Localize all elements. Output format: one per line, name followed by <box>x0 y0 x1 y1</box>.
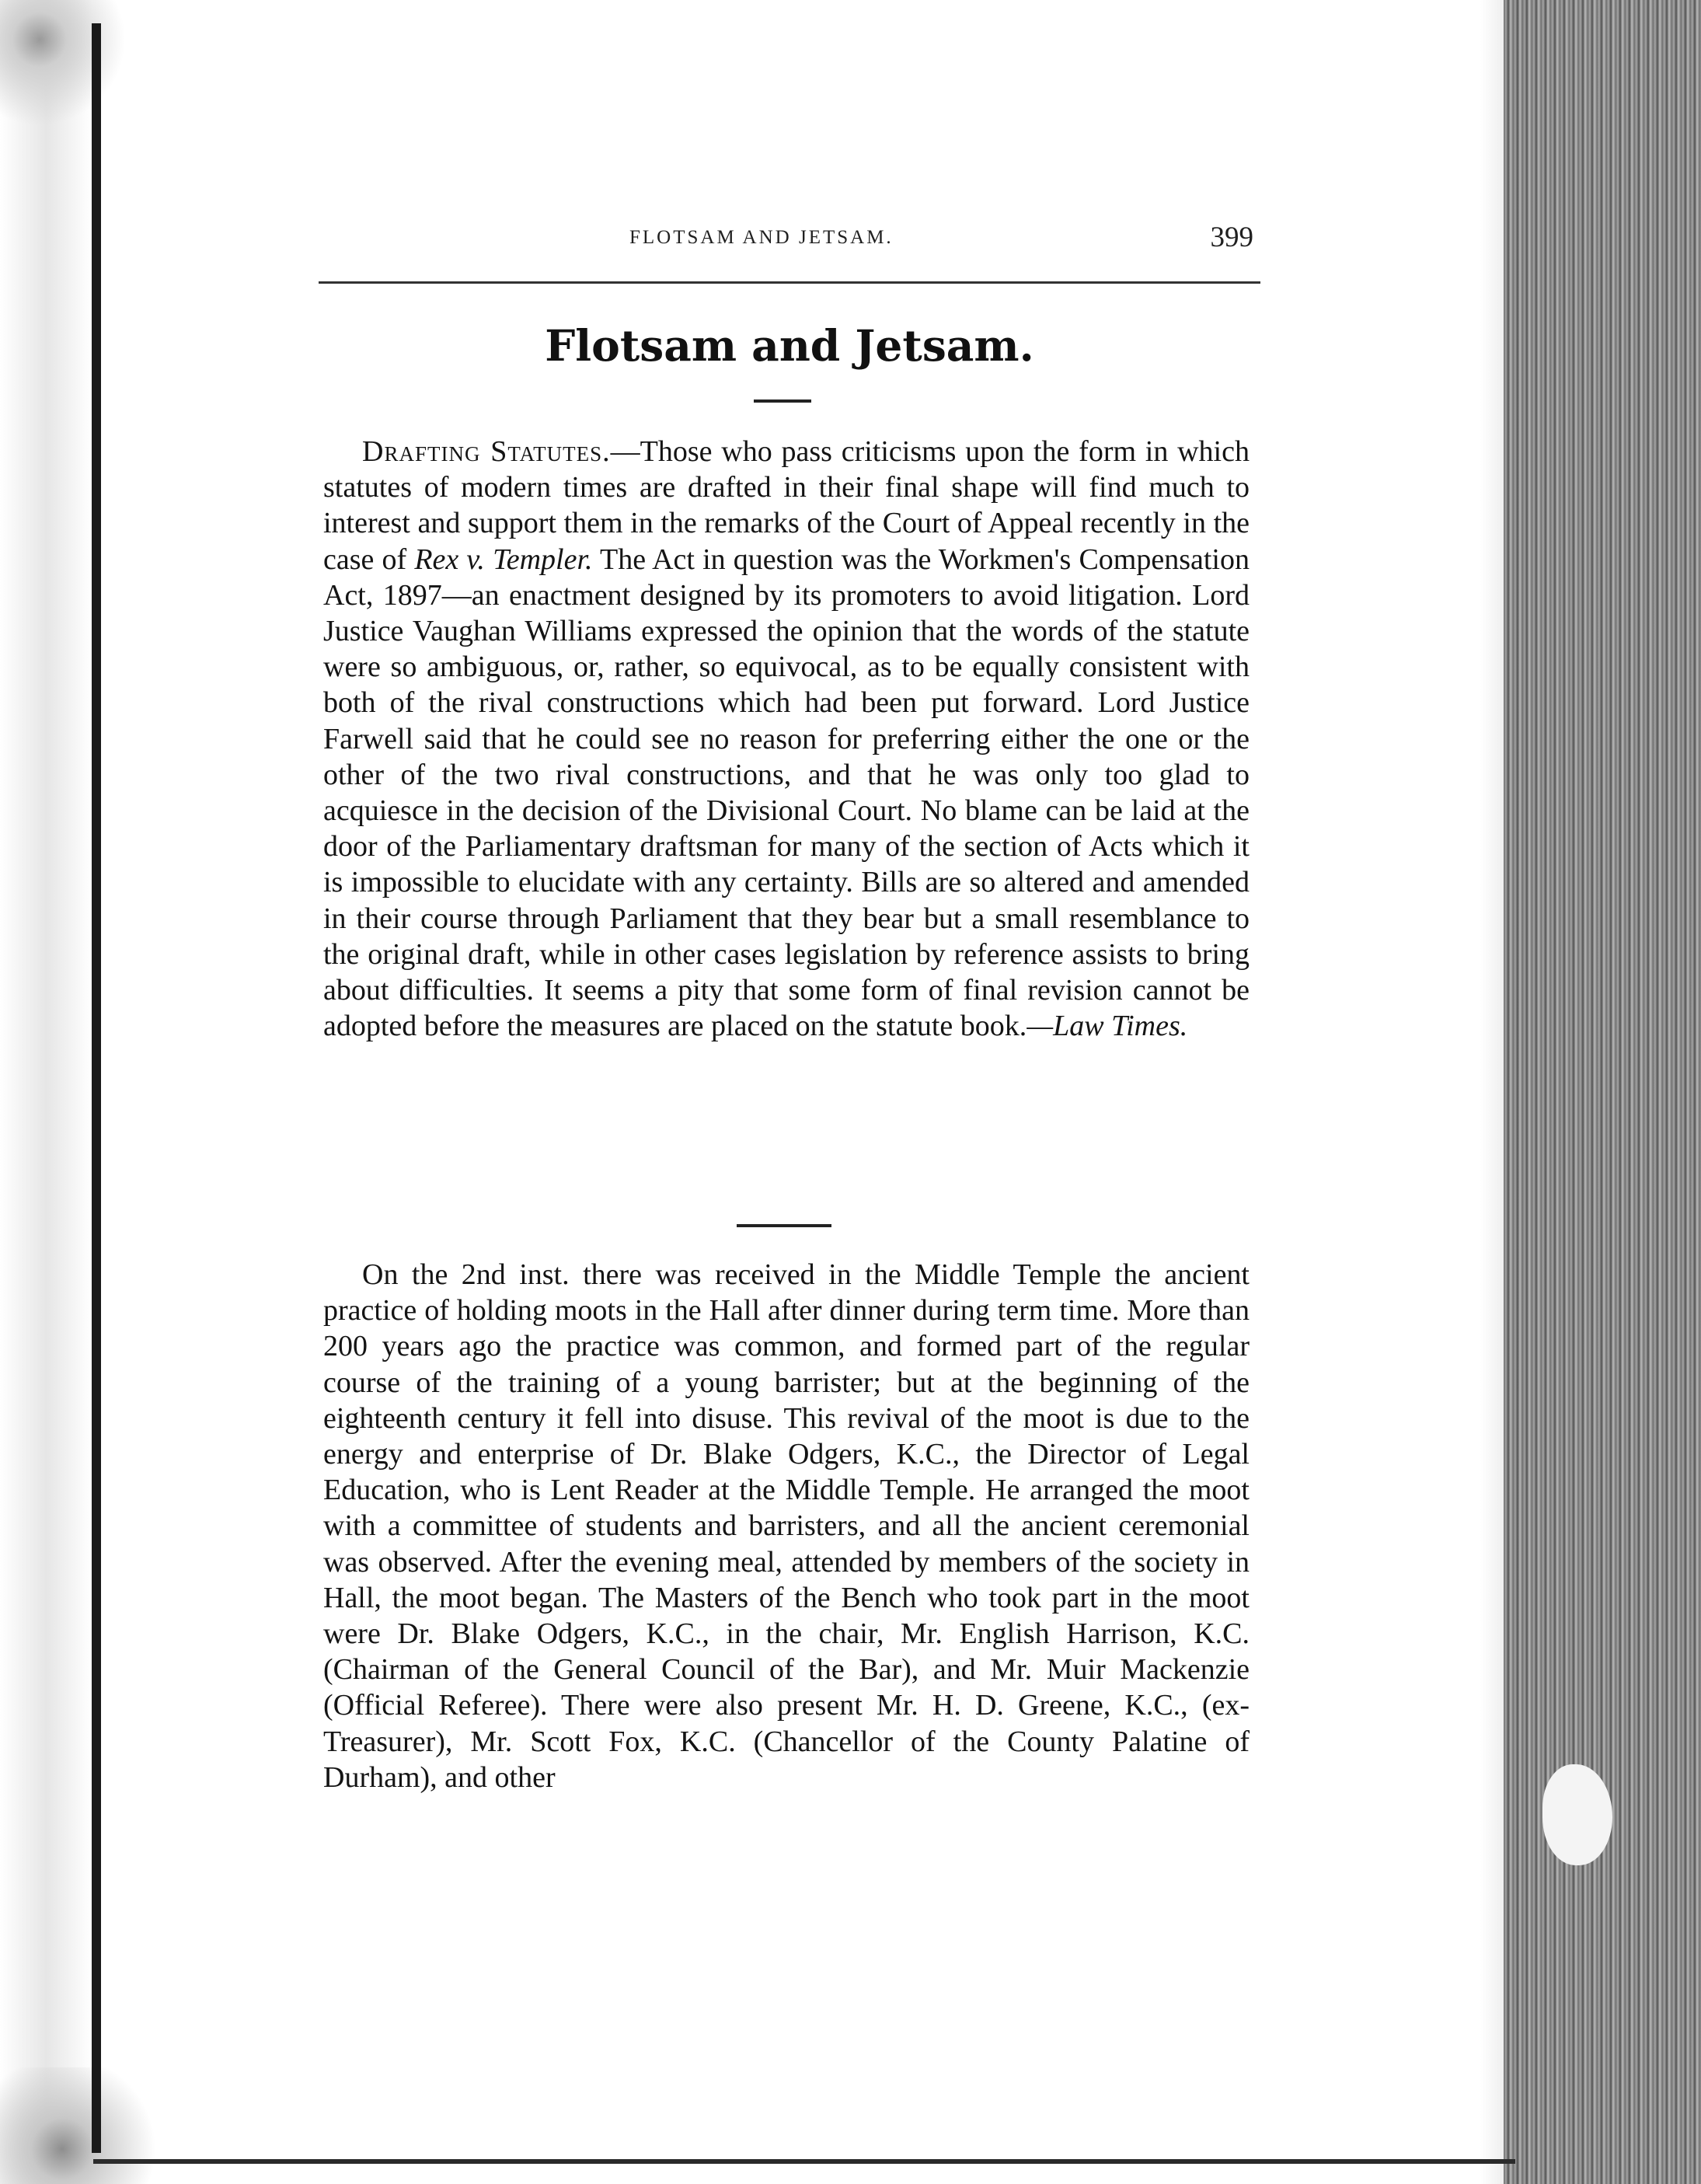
paragraph-drafting-statutes <box>323 434 1250 1044</box>
paragraph-text: —Those who pass criticisms upon the form in which statutes of modern times are drafted in their final shape will find much to interest and support them in the remarks of the Court of Appeal recently in the case of <box>323 435 1250 576</box>
page-number: 399 <box>1210 222 1253 253</box>
section-divider <box>737 1224 831 1227</box>
case-name: Rex v. Templer. <box>414 543 593 576</box>
running-head <box>361 222 1253 266</box>
paragraph-text: On the 2nd inst. there was received in the Middle Temple the ancient practice of holding moots in the Hall after dinner during term time. More than 200 years ago the practice was common, and formed part of the regular course of the training of a young barrister; but at the beginning of the eighteenth century it fell into disuse. This revival of the moot is due to the energy and enterprise of Dr. Blake Odgers, K.C., the Director of Legal Education, who is Lent Reader at the Middle Temple. He arranged the moot with a committee of students and barristers, and all the ancient ceremonial was observed. After the evening meal, attended by members of the society in Hall, the moot began. The Masters of the Bench who took part in the moot were Dr. Blake Odgers, K.C., in the chair, Mr. English Harrison, K.C. (Chairman of the General Council of the Bar), and Mr. Muir Mackenzie (Official Referee). There were also present Mr. H. D. Greene, K.C., (ex-Treasurer), Mr. Scott Fox, K.C. (Chancellor of the County Palatine of Durham), and other <box>323 1258 1250 1794</box>
paragraph-text-continued: The Act in question was the Workmen's Compensation Act, 1897—an enactment designed by its promoters to avoid litigation. Lord Justice Vaughan Williams expressed the opinion that the words of the statute were so ambiguous, or, rather, so equivocal, as to be equally consistent with both of the rival constructions which had been put forward. Lord Justice Farwell said that he could see no reason for preferring either the one or the other of the two rival constructions, and that he was only too glad to acquiesce in the decision of the Divisional Court. No blame can be laid at the door of the Parliamentary draftsman for many of the section of Acts which it is impossible to elucidate with any certainty. Bills are so altered and amended in their course through Parliament that they bear but a small resemblance to the original draft, while in other cases legislation by reference assists to bring about difficulties. It seems a pity that some form of final revision cannot be adopted before the measures are placed on the statute book. <box>323 543 1250 1043</box>
running-title: FLOTSAM AND JETSAM. <box>629 227 894 248</box>
paragraph-lead-caps: Drafting Statutes. <box>362 435 611 468</box>
heading-divider <box>754 399 811 403</box>
article-heading: Flotsam and Jetsam. <box>545 320 1034 371</box>
header-rule <box>319 281 1260 284</box>
paragraph-middle-temple-moot <box>323 1257 1250 1795</box>
source-citation: —Law Times. <box>1027 1010 1188 1043</box>
